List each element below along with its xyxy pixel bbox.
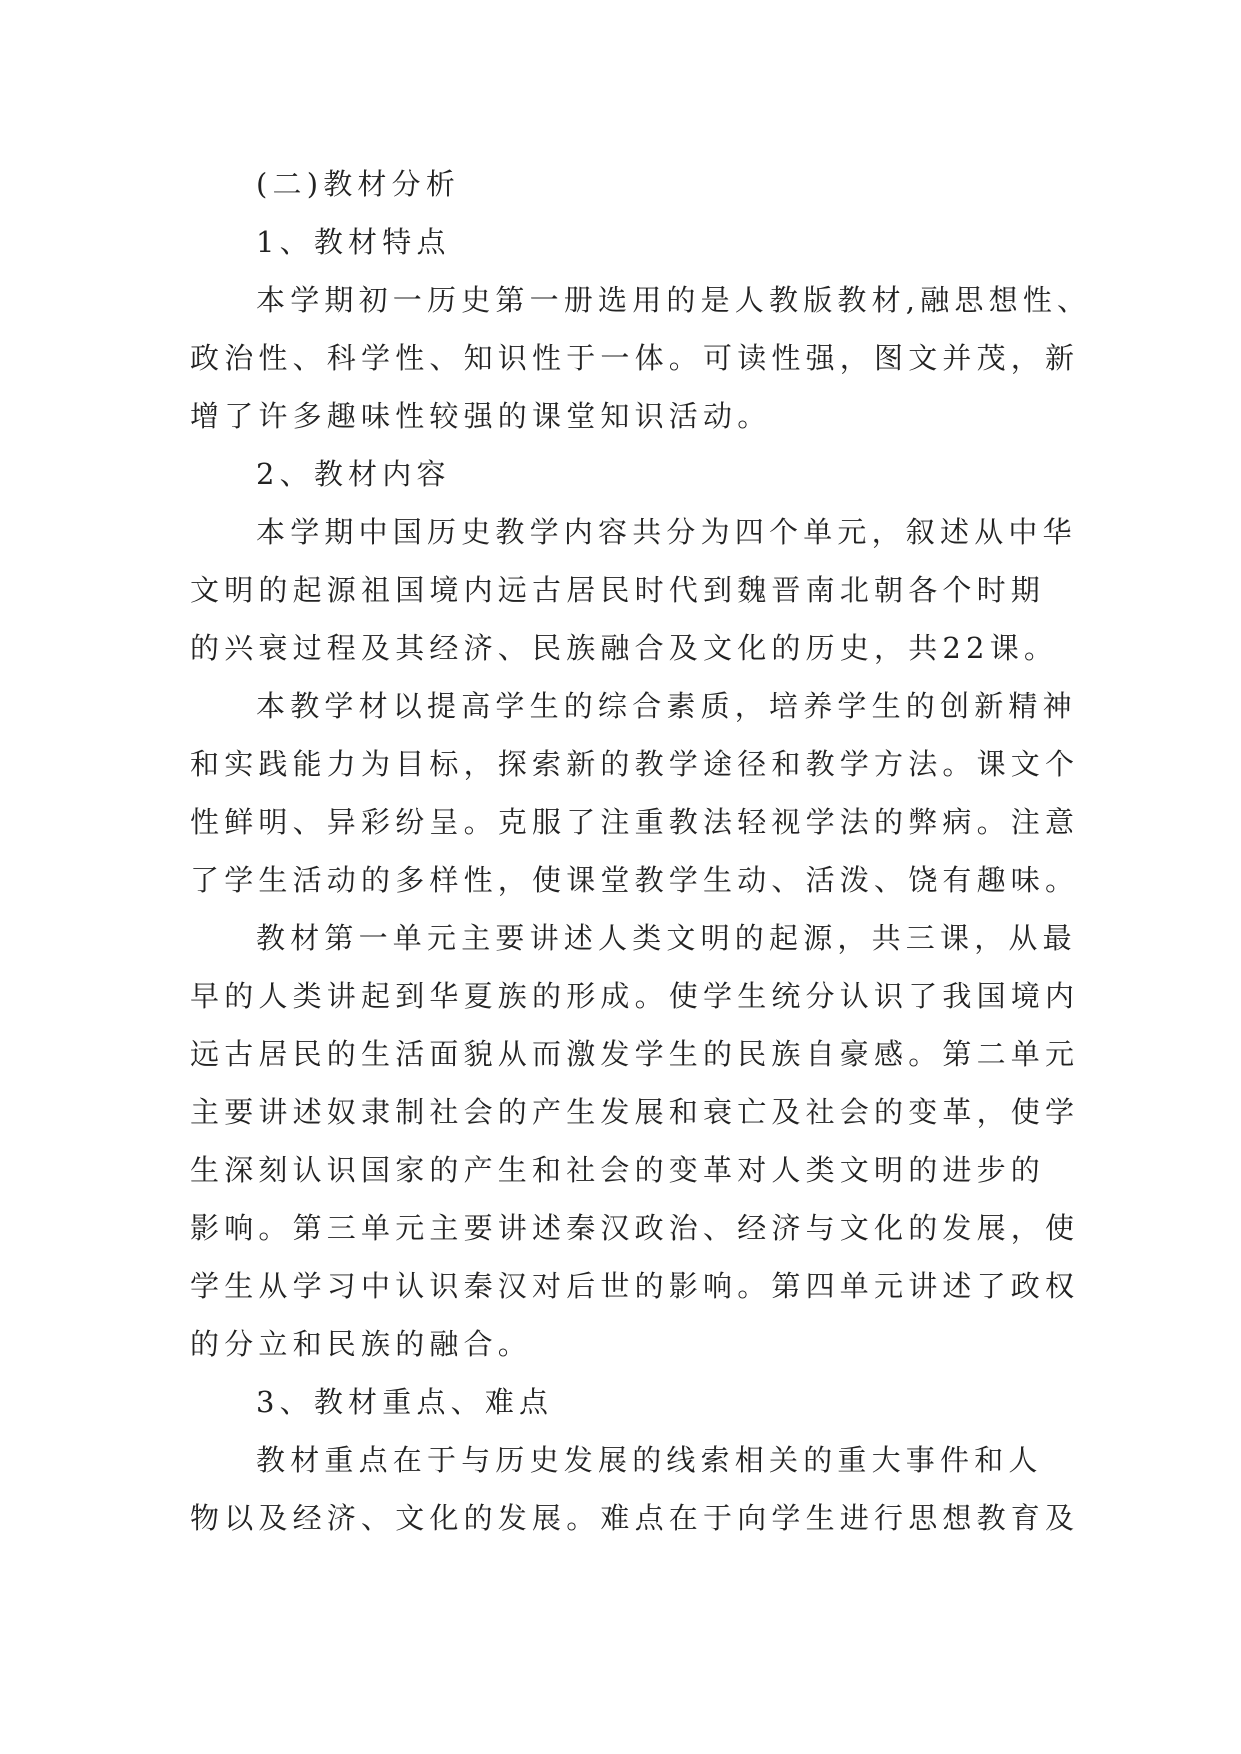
paragraph-line: 教材重点在于与历史发展的线索相关的重大事件和人 — [256, 1443, 1043, 1477]
paragraph-line: 本学期初一历史第一册选用的是人教版教材,融思想性、 — [256, 283, 1092, 317]
paragraph-line: 生深刻认识国家的产生和社会的变革对人类文明的进步的 — [190, 1153, 1046, 1187]
paragraph-line: 主要讲述奴隶制社会的产生发展和衰亡及社会的变革，使学 — [190, 1095, 1080, 1129]
paragraph-line: 性鲜明、异彩纷呈。克服了注重教法轻视学法的弊病。注意 — [190, 805, 1080, 839]
section-heading: (二)教材分析 — [256, 167, 461, 201]
paragraph-line: 影响。第三单元主要讲述秦汉政治、经济与文化的发展，使 — [190, 1211, 1080, 1245]
paragraph-line: 增了许多趣味性较强的课堂知识活动。 — [190, 399, 772, 433]
paragraph-line: 本学期中国历史教学内容共分为四个单元，叙述从中华 — [256, 515, 1077, 549]
paragraph-line: 学生从学习中认识秦汉对后世的影响。第四单元讲述了政权 — [190, 1269, 1080, 1303]
paragraph-line: 远古居民的生活面貌从而激发学生的民族自豪感。第二单元 — [190, 1037, 1080, 1071]
paragraph-line: 政治性、科学性、知识性于一体。可读性强，图文并茂，新 — [190, 341, 1080, 375]
subsection-heading: 2、教材内容 — [256, 457, 451, 491]
subsection-heading: 3、教材重点、难点 — [256, 1385, 554, 1419]
paragraph-line: 和实践能力为目标，探索新的教学途径和教学方法。课文个 — [190, 747, 1080, 781]
subsection-heading: 1、教材特点 — [256, 225, 451, 259]
paragraph-line: 了学生活动的多样性，使课堂教学生动、活泼、饶有趣味。 — [190, 863, 1080, 897]
paragraph-line: 文明的起源祖国境内远古居民时代到魏晋南北朝各个时期 — [190, 573, 1046, 607]
paragraph-line: 的兴衰过程及其经济、民族融合及文化的历史，共22课。 — [190, 631, 1059, 665]
paragraph-line: 教材第一单元主要讲述人类文明的起源，共三课，从最 — [256, 921, 1077, 955]
paragraph-line: 物以及经济、文化的发展。难点在于向学生进行思想教育及 — [190, 1501, 1080, 1535]
paragraph-line: 本教学材以提高学生的综合素质，培养学生的创新精神 — [256, 689, 1077, 723]
paragraph-line: 早的人类讲起到华夏族的形成。使学生统分认识了我国境内 — [190, 979, 1080, 1013]
paragraph-line: 的分立和民族的融合。 — [190, 1327, 533, 1361]
